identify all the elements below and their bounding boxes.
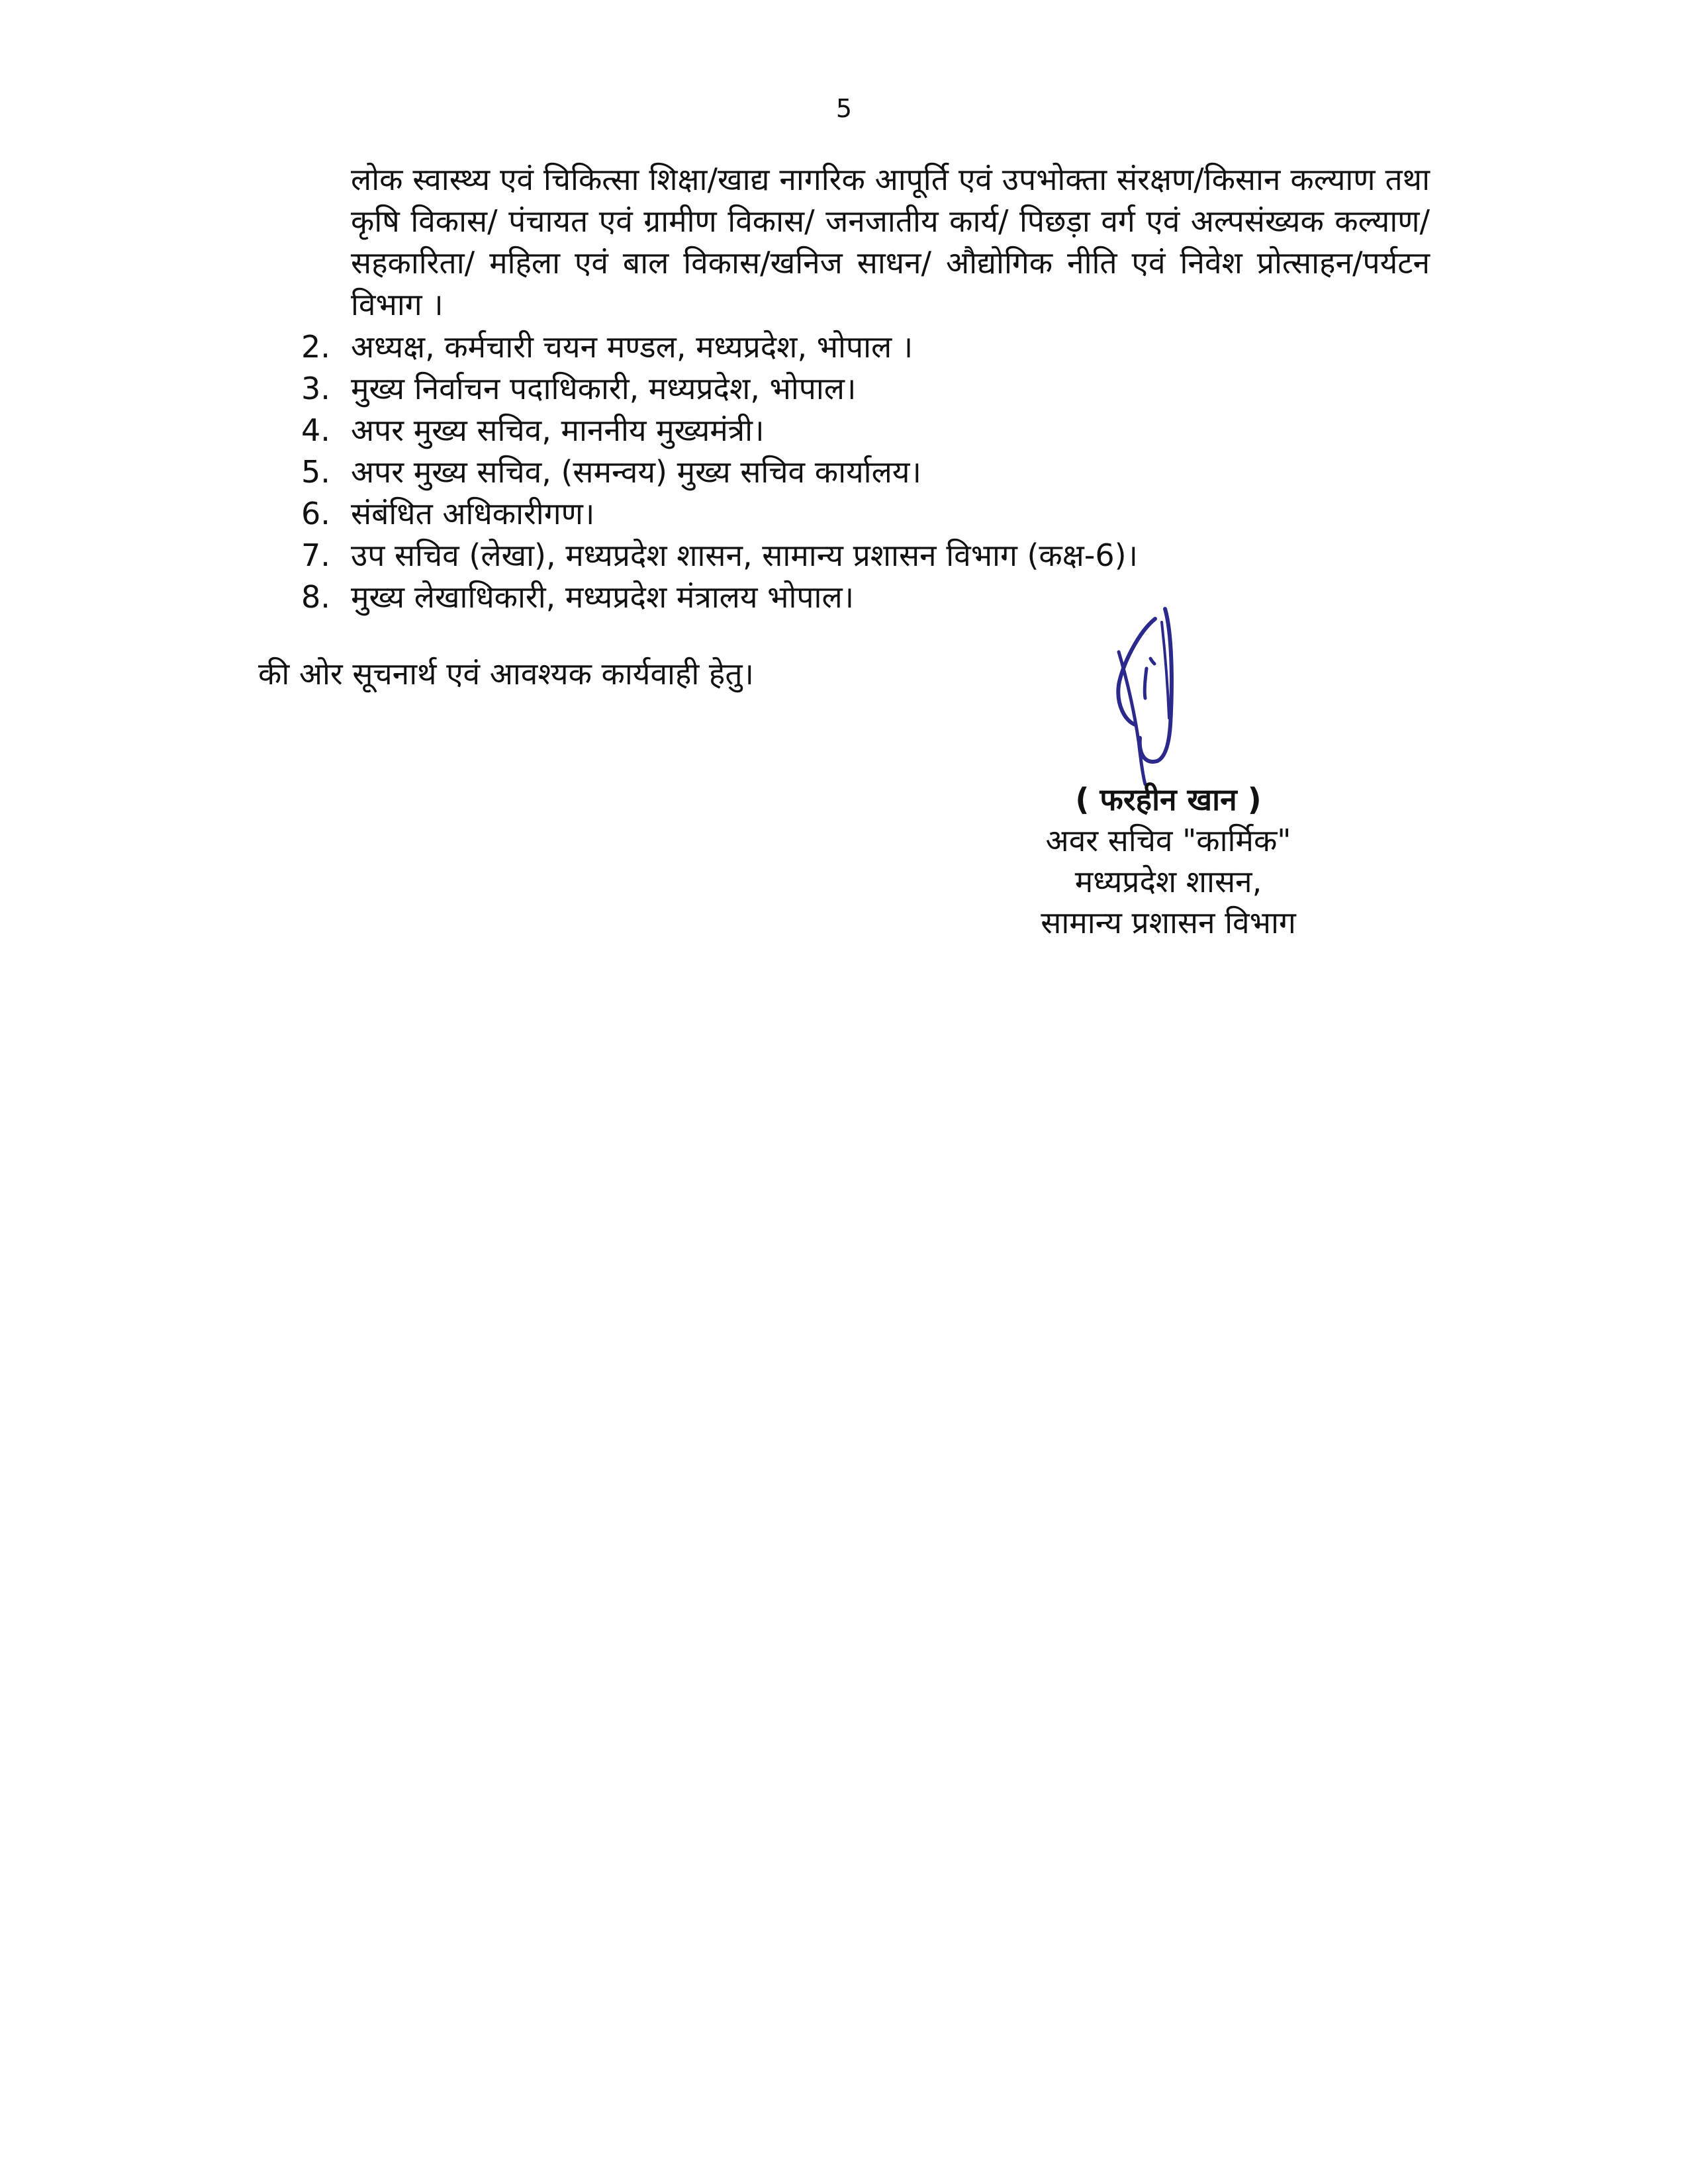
- list-item-text: संबंधित अधिकारीगण।: [351, 496, 595, 531]
- list-item-text: उप सचिव (लेखा), मध्यप्रदेश शासन, सामान्य प्रशासन विभाग (कक्ष-6)।: [351, 537, 1138, 573]
- list-item-number: 2.: [301, 329, 330, 365]
- handwritten-signature: [1099, 606, 1205, 788]
- list-item-number: 6.: [301, 496, 330, 531]
- signatory-name: ( फरहीन खान ): [1075, 782, 1262, 817]
- list-item-text: अपर मुख्य सचिव, (समन्वय) मुख्य सचिव कार्यालय।: [351, 454, 921, 490]
- signatory-department: सामान्य प्रशासन विभाग: [1041, 905, 1296, 940]
- closing-line: की ओर सूचनार्थ एवं आवश्यक कार्यवाही हेतु।: [258, 656, 754, 692]
- continued-paragraph: लोक स्वास्थ्य एवं चिकित्सा शिक्षा/खाद्य नागरिक आपूर्ति एवं उपभोक्ता संरक्षण/किसान कल्याण तथा कृषि विकास/ पंचायत एवं ग्रामीण विकास/ जनजातीय कार्य/ पिछड़ा वर्ग एवं अल्पसंख्यक कल्याण/सहकारिता/ महिला एवं बाल विकास/खनिज साधन/ औद्योगिक नीति एवं निवेश प्रोत्साहन/पर्यटन विभाग ।: [351, 161, 1430, 322]
- list-item-number: 4.: [301, 412, 330, 448]
- signatory-government: मध्यप्रदेश शासन,: [1074, 864, 1262, 899]
- list-item-number: 3.: [301, 371, 330, 406]
- list-item-text: अध्यक्ष, कर्मचारी चयन मण्डल, मध्यप्रदेश, भोपाल ।: [351, 329, 914, 365]
- list-item-number: 5.: [301, 454, 330, 490]
- list-item-number: 7.: [301, 537, 330, 573]
- page-number: 5: [835, 94, 853, 123]
- signatory-designation: अवर सचिव "कार्मिक": [1045, 823, 1291, 858]
- list-item-text: मुख्य लेखाधिकारी, मध्यप्रदेश मंत्रालय भोपाल।: [351, 579, 855, 615]
- list-item-number: 8.: [301, 579, 330, 615]
- signatory-block: [933, 779, 1403, 943]
- list-item-text: मुख्य निर्वाचन पदाधिकारी, मध्यप्रदेश, भोपाल।: [351, 371, 857, 406]
- list-item-text: अपर मुख्य सचिव, माननीय मुख्यमंत्री।: [351, 412, 765, 448]
